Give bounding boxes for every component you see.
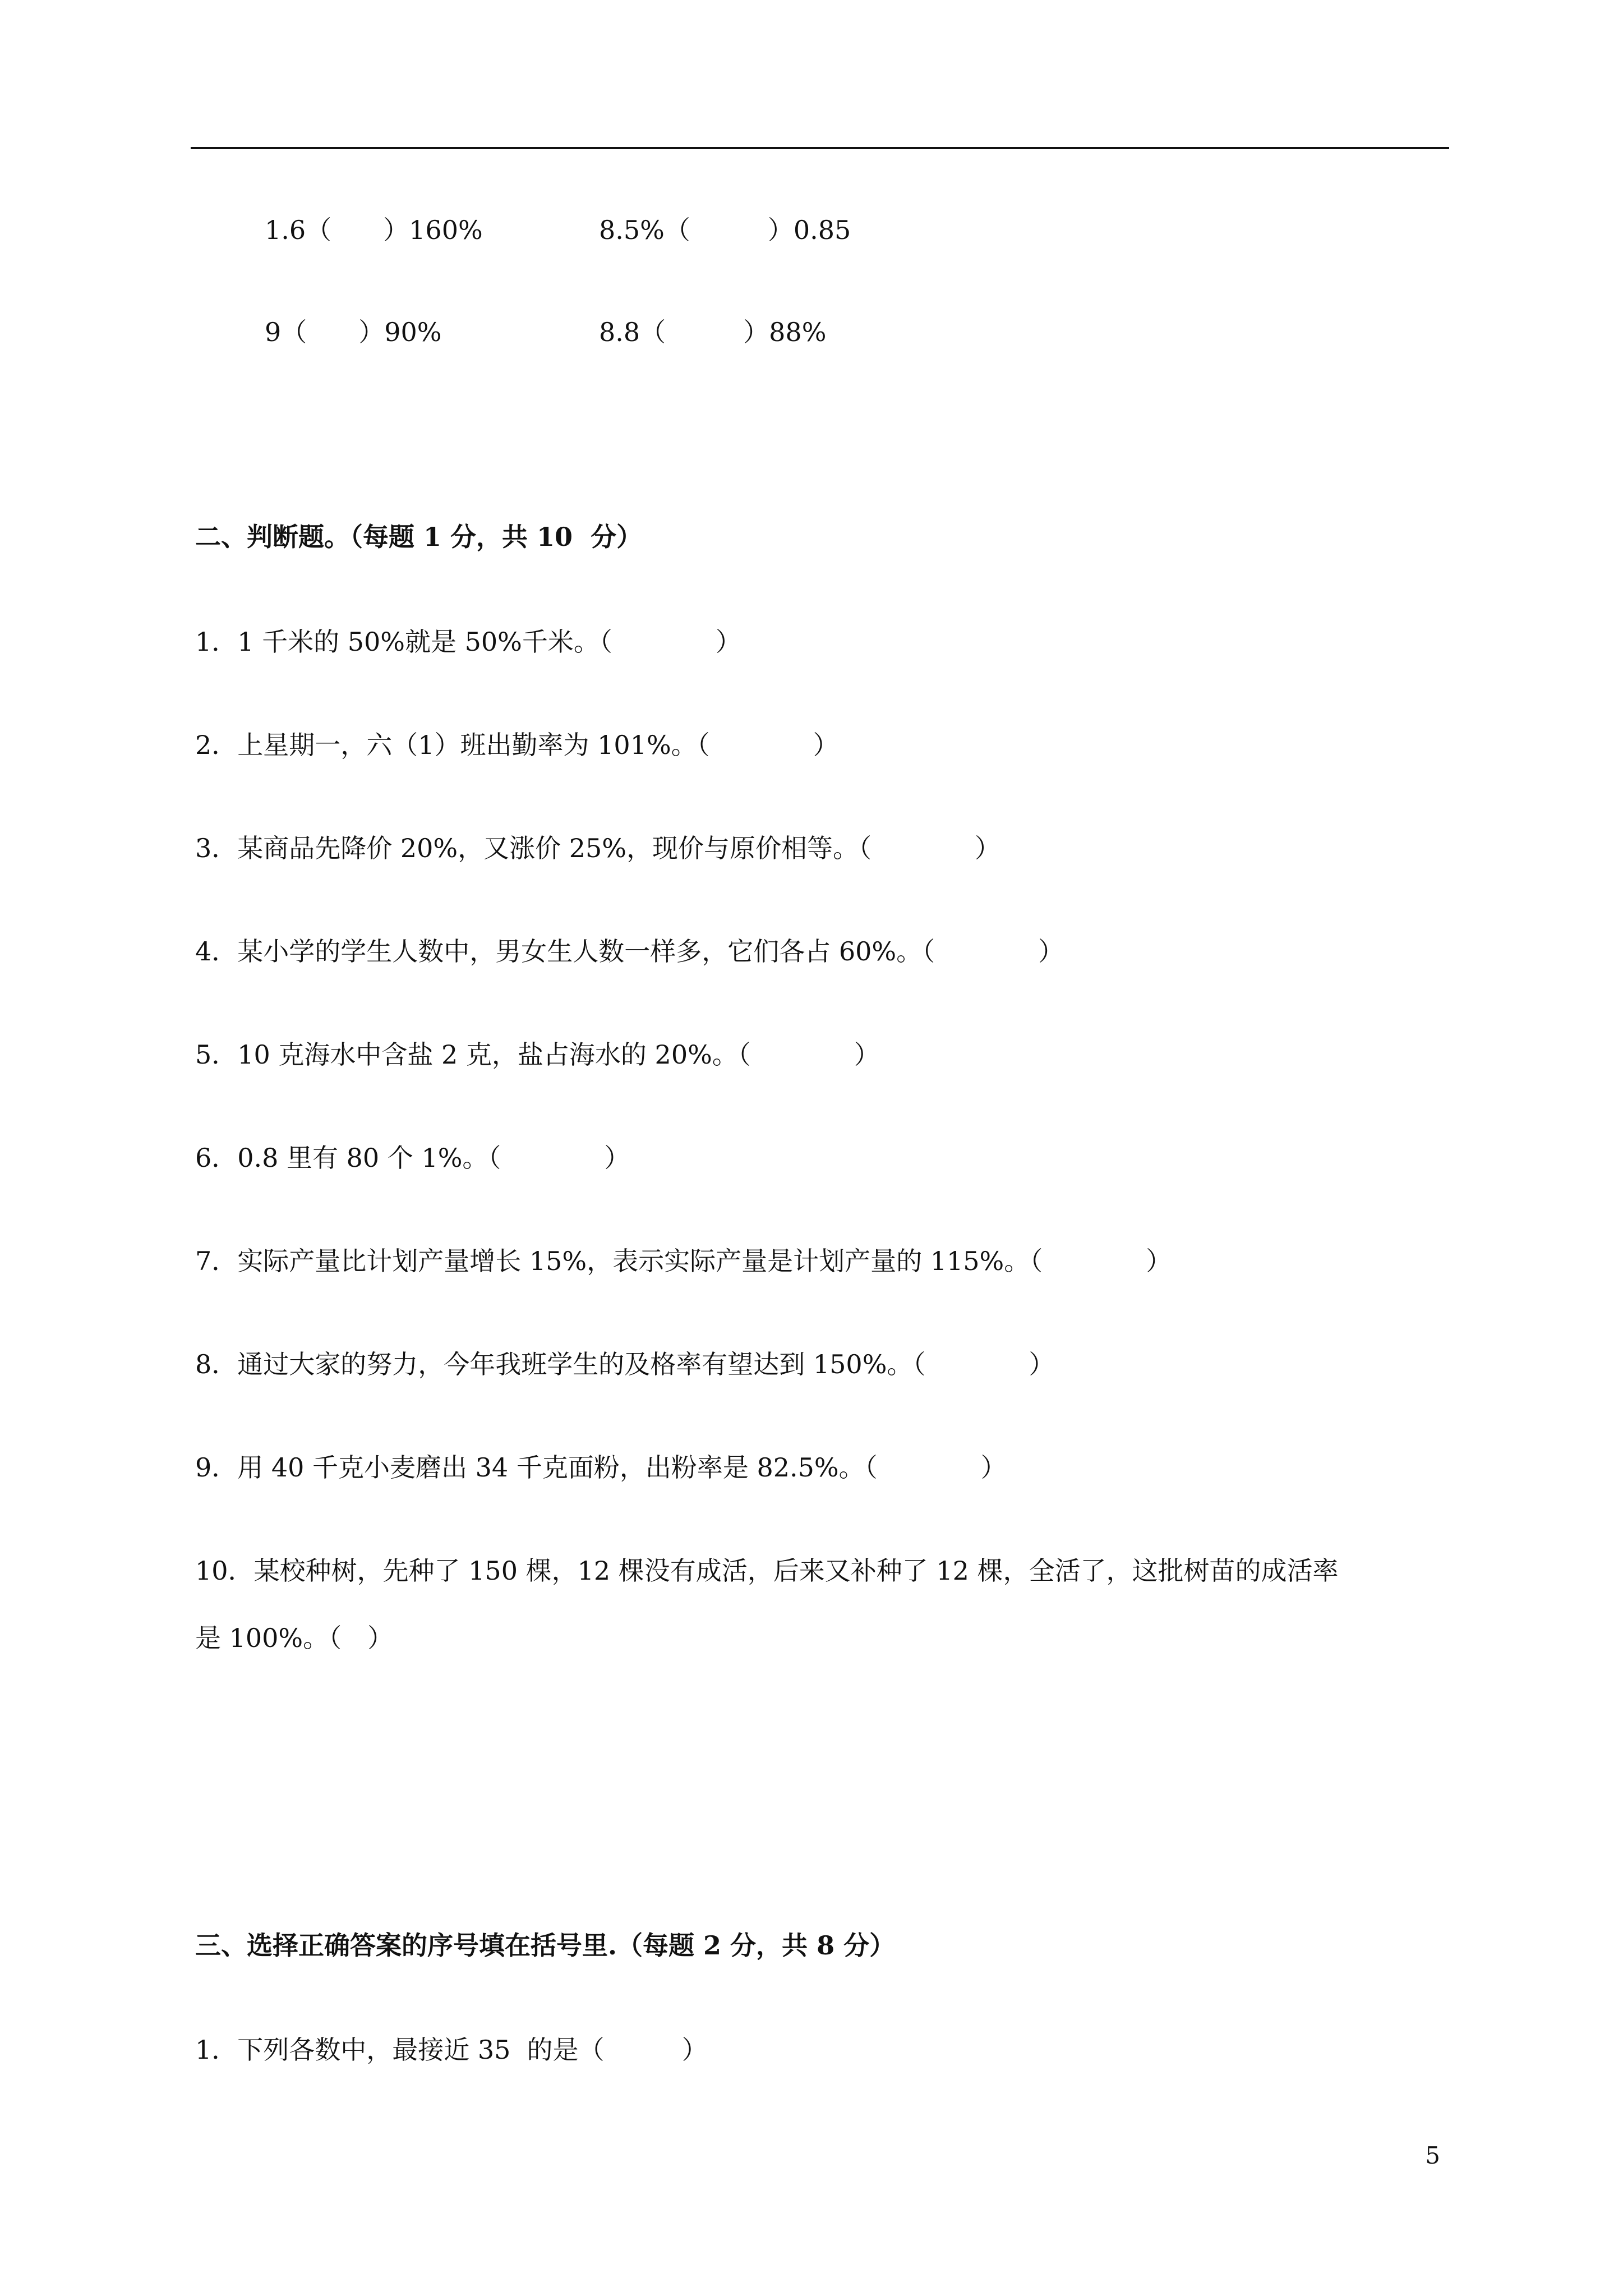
comparison-row-1-right: 8.5%（ ）0.85 (599, 215, 851, 245)
section-2-title: 二、判断题。（每题 1 分，共 10 分） (195, 522, 643, 552)
section-3-title: 三、选择正确答案的序号填在括号里.（每题 2 分，共 8 分） (195, 1930, 896, 1961)
comparison-row-2-right: 8.8（ ）88% (599, 317, 827, 347)
judgment-item-4: 4．某小学的学生人数中，男女生人数一样多，它们各占 60%。（ ） (195, 936, 1064, 967)
judgment-item-5: 5．10 克海水中含盐 2 克，盐占海水的 20%。（ ） (195, 1039, 880, 1070)
judgment-item-9: 9．用 40 千克小麦磨出 34 千克面粉，出粉率是 82.5%。（ ） (195, 1452, 1007, 1483)
comparison-row-1-left: 1.6（ ）160% (265, 215, 483, 245)
judgment-item-7: 7．实际产量比计划产量增长 15%，表示实际产量是计划产量的 115%。（ ） (195, 1246, 1172, 1276)
judgment-item-1: 1．1 千米的 50%就是 50%千米。（ ） (195, 627, 741, 657)
judgment-item-6: 6．0.8 里有 80 个 1%。（ ） (195, 1143, 630, 1173)
header-rule (191, 147, 1449, 149)
page-number: 5 (1425, 2142, 1440, 2169)
judgment-item-10-line-2: 是 100%。（ ） (195, 1623, 394, 1653)
judgment-item-3: 3．某商品先降价 20%，又涨价 25%，现价与原价相等。（ ） (195, 833, 1000, 863)
judgment-item-8: 8．通过大家的努力，今年我班学生的及格率有望达到 150%。（ ） (195, 1349, 1055, 1379)
comparison-row-2-left: 9（ ）90% (265, 317, 442, 347)
choice-item-1: 1．下列各数中，最接近 35 的是（ ） (195, 2035, 708, 2065)
judgment-item-10-line-1: 10．某校种树，先种了 150 棵，12 棵没有成活，后来又补种了 12 棵，全活了，这批树苗的成活率 (195, 1556, 1339, 1586)
judgment-item-2: 2．上星期一，六（1）班出勤率为 101%。（ ） (195, 730, 839, 760)
